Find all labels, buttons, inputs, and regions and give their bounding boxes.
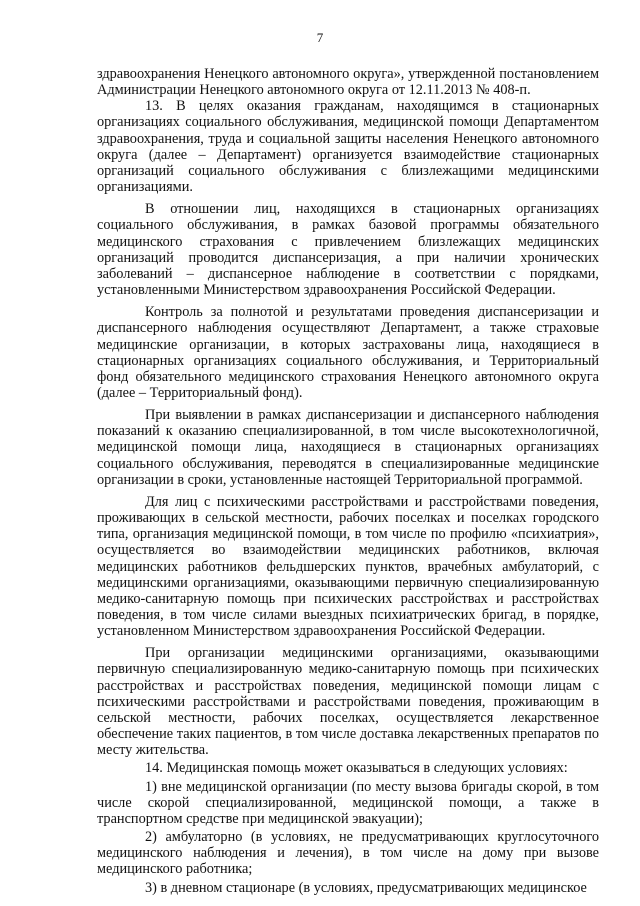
- list-item-2: 2) амбулаторно (в условиях, не предусматривающих круглосуточного медицинского наблюдения и лечения), в том числе на дому при вызове медицинского работника;: [97, 829, 599, 878]
- paragraph-section-14: 14. Медицинская помощь может оказываться в следующих условиях:: [145, 760, 568, 777]
- page-number: 7: [316, 30, 324, 45]
- document-body: [97, 66, 599, 896]
- paragraph-section-13: 13. В целях оказания гражданам, находящимся в стационарных организациях социального обслуживания, медицинской помощи Департаментом здравоохранения, труда и социальной защиты населения Ненецкого автономного округа (далее – Департамент) организуется взаимодействие стационарных организаций социального обслуживания с близлежащими медицинскими организациями.: [97, 98, 599, 196]
- paragraph-drug-provision: При организации медицинскими организациями, оказывающими первичную специализированную медико-санитарную помощь при психических расстройствах и расстройствах поведения, медицинской помощи лицам с психическими расстройствами и расстройствами поведения, проживающим в сельской местности, рабочих поселках, осуществляется лекарственное обеспечение таких пациентов, в том числе доставка лекарственных препаратов по месту жительства.: [97, 645, 599, 759]
- paragraph-referral: При выявлении в рамках диспансеризации и диспансерного наблюдения показаний к оказанию специализированной, в том числе высокотехнологичной, медицинской помощи лица, находящиеся в стационарных организациях социального обслуживания, переводятся в специализированные медицинские организации в сроки, установленные настоящей Территориальной программой.: [97, 407, 599, 488]
- list-item-3: 3) в дневном стационаре (в условиях, предусматривающих медицинское: [145, 879, 587, 896]
- paragraph-psychiatric-care: Для лиц с психическими расстройствами и расстройствами поведения, проживающих в сельской местности, рабочих поселках и поселках городского типа, организация медицинской помощи, в том числе по профилю «психиатрия», осуществляется во взаимодействии медицинских работников, включая медицинских работников фельдшерских пунктов, врачебных амбулаторий, с медицинскими организациями, оказывающими первичную специализированную медико-санитарную помощь при психических расстройствах и расстройствах поведения, в том числе силами выездных психиатрических бригад, в порядке, установленном Министерством здравоохранения Российской Федерации.: [97, 493, 599, 640]
- list-item-1: 1) вне медицинской организации (по месту вызова бригады скорой, в том числе скорой специализированной, медицинской помощи, а также в транспортном средстве при медицинской эвакуации);: [97, 778, 599, 827]
- paragraph-dispensarization: В отношении лиц, находящихся в стационарных организациях социального обслуживания, в рамках базовой программы обязательного медицинского страхования с привлечением близлежащих медицинских организаций проводится диспансеризация, а при наличии хронических заболеваний – диспансерное наблюдение в соответствии с порядками, установленными Министерством здравоохранения Российской Федерации.: [97, 201, 599, 299]
- paragraph-continuation: здравоохранения Ненецкого автономного округа», утвержденной постановлением Администрации Ненецкого автономного округа от 12.11.2013 № 408-п.: [97, 66, 599, 99]
- paragraph-control: Контроль за полнотой и результатами проведения диспансеризации и диспансерного наблюдения осуществляют Департамент, а также страховые медицинские организации, в которых застрахованы лица, находящиеся в стационарных организациях социального обслуживания, и Территориальный фонд обязательного медицинского страхования Ненецкого автономного округа (далее – Территориальный фонд).: [97, 304, 599, 401]
